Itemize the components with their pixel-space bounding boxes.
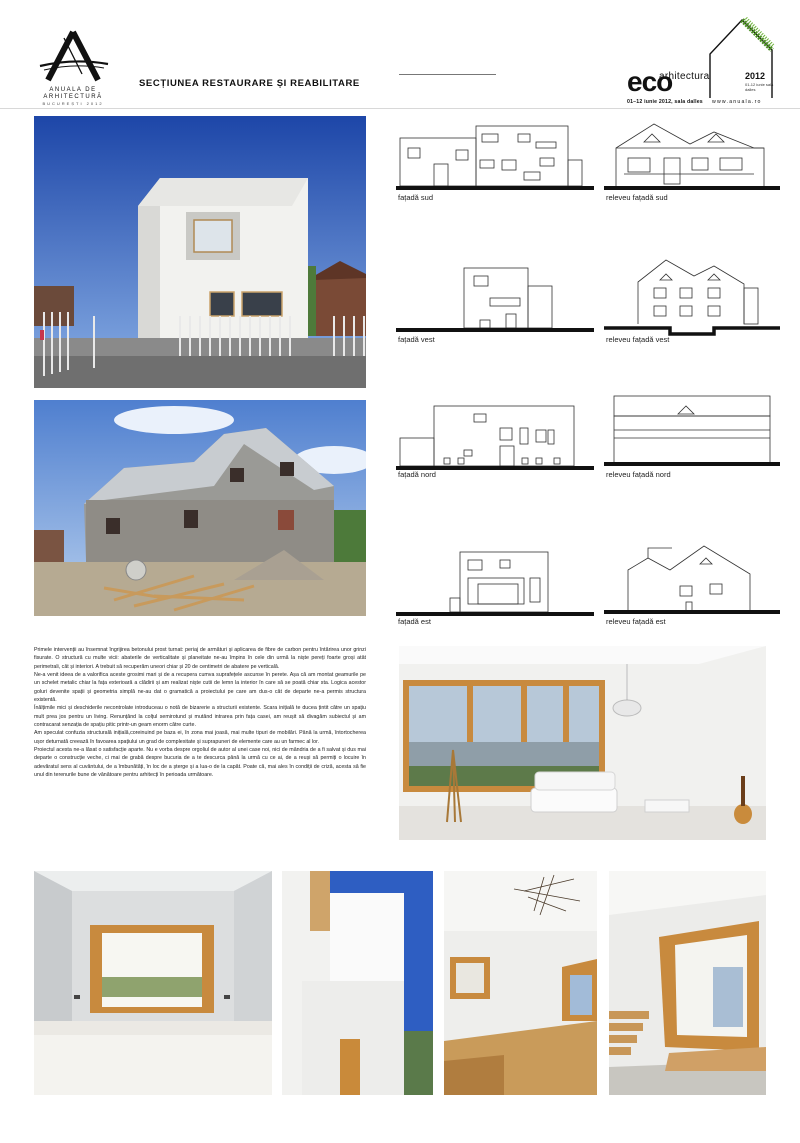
paragraph-5: Proiectul acesta ne-a lăsat o satisfacție aparte. Nu e vorba despre orgoliul de autor al unei case noi, nici de mândria de a fi salvat și dus mai departe o construcție veche, ci mai de grabă despre bucuria de a te descurca până la urmă cu ce ai, de a reuși să permiți o locuire în adevăratul sens al cuvântului, de a îmbunătăți, în loc de a șterge și a lua-o de la capăt. Poate că, mai ales în condiții de criză, acesta să fie unul din terenurile bune de vânătoare pentru arhitecți în perioada următoare. [34, 747, 366, 779]
photo-stair-window-seat [609, 871, 766, 1095]
paragraph-1: Primele intervenții au însemnat îngrijirea betonului prost turnat: periaj de armături și aplicarea de fibre de carbon pentru întărirea unor grinzi fisurate. O structură cu multe vicii: abaterile de verticalitate și planeitate ne-au împins în cele din urmă la niște pereți foarte groși atât perimetrali, cât și interiori. A trebuit să recuperăm uneori chiar și 20 de centimetri de abatere pe verticală. [34, 647, 366, 670]
eco-word: eco [627, 66, 673, 97]
eco-year: 2012 [745, 71, 766, 81]
drawing-facade-west [396, 262, 594, 334]
section-title: SECȚIUNEA RESTAURARE ȘI REABILITARE [139, 78, 360, 89]
eco-small-info: 01-12 iunie sala dalles [745, 82, 774, 92]
caption-facade-east: fațadă est [398, 617, 431, 626]
logo-name: ANUALA DE ARHITECTURĂ [43, 87, 103, 100]
drawing-survey-west [604, 254, 780, 336]
drawing-facade-east [396, 548, 594, 616]
caption-facade-north: fațadă nord [398, 470, 436, 479]
header-divider [399, 74, 496, 75]
photo-interior-stair-window [444, 871, 597, 1095]
caption-survey-north: releveu fațadă nord [606, 470, 671, 479]
drawing-facade-south [396, 120, 594, 192]
photo-living-room [399, 646, 766, 840]
paragraph-3: Înălțimile mici și deschiderile necontrolate introduceau o notă de bizarerie a structurii existente. Scara inițială te ducea țintit către un spațiu mult prea jos pentru un living. Renunțând la colțul semirotund și mutând intrarea prin fața casei, am reușit să divagăm subiectul și am contracarat senzația de spațiu pitic printr-un geam enorm către curte. [34, 705, 366, 729]
drawing-survey-north [604, 394, 780, 470]
drawing-survey-south [604, 118, 780, 192]
arhitectura-word: arhitectura [659, 71, 710, 82]
anuala-logo-icon [34, 30, 112, 82]
paragraph-2: Ne-a venit ideea de a valorifica aceste grosimi mari și de a recupera cumva suprafețele ascunse în perete. Așa că am montat geamurile pe un schelet metalic chiar la fața exterioară a clădirii și am realizat niște cutii de lemn la interior în care să se poată chiar sta. Logica acestor goluri devenite spații și geometria simplă ne-au dat o gramatică a proiectului pe care am dus-o cât de departe ne-a permis structura existentă. [34, 672, 366, 704]
drawing-survey-east [604, 540, 780, 616]
caption-survey-east: releveu fațadă est [606, 617, 666, 626]
drawing-facade-north [396, 402, 594, 470]
photo-original-house [34, 400, 366, 616]
eco-dates: 01–12 iunie 2012, sala dalles [627, 99, 703, 105]
paragraph-4: Am speculat confuzia structurală inițială,coreinuind pe baza ei, în zona mai joasă, mai multe tipuri de mobilări. Până la urmă, întortocherea ușor deturnată creează în favoarea spațiului un grad de complexitate și suprapuneri de elemente care au un farmec al lor. [34, 730, 366, 745]
logo-city: BUCUREȘTI 2012 [42, 101, 104, 106]
caption-survey-west: releveu fațadă vest [606, 335, 670, 344]
photo-renovated-house [34, 116, 366, 388]
project-description [34, 646, 366, 780]
photo-exterior-entrance [282, 871, 433, 1095]
eco-website: www.anuala.ro [712, 99, 762, 105]
caption-facade-west: fațadă vest [398, 335, 435, 344]
photo-bedroom-window [34, 871, 272, 1095]
header-rule [0, 108, 800, 109]
caption-facade-south: fațadă sud [398, 193, 434, 202]
anuala-logo [34, 30, 112, 108]
caption-survey-south: releveu fațadă sud [606, 193, 668, 202]
